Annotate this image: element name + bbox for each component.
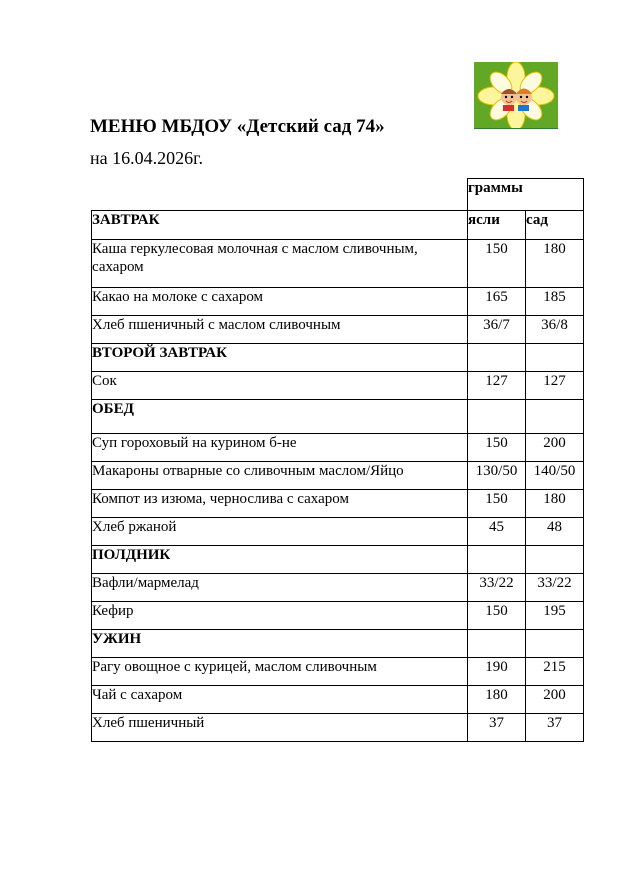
- dish-name: Хлеб пшеничный с маслом сливочным: [92, 316, 468, 344]
- dish-name: Рагу овощное с курицей, маслом сливочным: [92, 658, 468, 686]
- kindergarten-flower-logo-icon: [474, 62, 558, 128]
- dish-name: Макароны отварные со сливочным маслом/Яйцо: [92, 462, 468, 490]
- section-title: ВТОРОЙ ЗАВТРАК: [92, 344, 468, 372]
- table-row: [92, 434, 584, 462]
- table-row: [92, 602, 584, 630]
- dish-name: Суп гороховый на курином б-не: [92, 434, 468, 462]
- nursery-portion: 150: [468, 240, 526, 288]
- section-title: УЖИН: [92, 630, 468, 658]
- nursery-portion: 45: [468, 518, 526, 546]
- nursery-portion: 180: [468, 686, 526, 714]
- nursery-portion: 165: [468, 288, 526, 316]
- section-row: [92, 546, 584, 574]
- menu-table: [91, 178, 584, 742]
- nursery-portion: 150: [468, 490, 526, 518]
- table-row: [92, 574, 584, 602]
- nursery-portion: 190: [468, 658, 526, 686]
- nursery-portion: 150: [468, 602, 526, 630]
- table-row: [92, 714, 584, 742]
- empty-corner-cell: [92, 179, 468, 211]
- empty-cell: [468, 400, 526, 434]
- dish-name: Кефир: [92, 602, 468, 630]
- dish-name: Сок: [92, 372, 468, 400]
- column-header-nursery: ясли: [468, 211, 526, 240]
- nursery-portion: 127: [468, 372, 526, 400]
- table-header-row: [92, 211, 584, 240]
- table-row: [92, 316, 584, 344]
- dish-name: Компот из изюма, чернослива с сахаром: [92, 490, 468, 518]
- section-title: ОБЕД: [92, 400, 468, 434]
- section-title: ПОЛДНИК: [92, 546, 468, 574]
- table-row: [92, 372, 584, 400]
- table-row: [92, 658, 584, 686]
- kindergarten-portion: 185: [526, 288, 584, 316]
- nursery-portion: 150: [468, 434, 526, 462]
- empty-cell: [468, 344, 526, 372]
- table-header-row-grams: [92, 179, 584, 211]
- kindergarten-portion: 200: [526, 686, 584, 714]
- section-row: [92, 630, 584, 658]
- dish-name: Хлеб ржаной: [92, 518, 468, 546]
- kindergarten-portion: 36/8: [526, 316, 584, 344]
- dish-name: Чай с сахаром: [92, 686, 468, 714]
- section-header-breakfast: ЗАВТРАК: [92, 211, 468, 240]
- kindergarten-portion: 180: [526, 490, 584, 518]
- nursery-portion: 37: [468, 714, 526, 742]
- section-row: [92, 344, 584, 372]
- kindergarten-portion: 48: [526, 518, 584, 546]
- empty-cell: [526, 344, 584, 372]
- table-row: [92, 518, 584, 546]
- menu-date: на 16.04.2026г.: [90, 148, 203, 168]
- empty-cell: [468, 546, 526, 574]
- kindergarten-portion: 127: [526, 372, 584, 400]
- table-row: [92, 462, 584, 490]
- kindergarten-portion: 33/22: [526, 574, 584, 602]
- empty-cell: [468, 630, 526, 658]
- empty-cell: [526, 546, 584, 574]
- dish-name: Каша геркулесовая молочная с маслом сливочным, сахаром: [92, 240, 468, 288]
- kindergarten-portion: 180: [526, 240, 584, 288]
- kindergarten-portion: 215: [526, 658, 584, 686]
- table-row: [92, 490, 584, 518]
- section-row: [92, 400, 584, 434]
- nursery-portion: 130/50: [468, 462, 526, 490]
- empty-cell: [526, 630, 584, 658]
- logo-underline: [474, 128, 558, 129]
- empty-cell: [526, 400, 584, 434]
- dish-name: Вафли/мармелад: [92, 574, 468, 602]
- nursery-portion: 36/7: [468, 316, 526, 344]
- page-title: МЕНЮ МБДОУ «Детский сад 74»: [90, 116, 385, 137]
- column-header-kindergarten: сад: [526, 211, 584, 240]
- kindergarten-portion: 140/50: [526, 462, 584, 490]
- kindergarten-portion: 195: [526, 602, 584, 630]
- kindergarten-portion: 200: [526, 434, 584, 462]
- dish-name: Какао на молоке с сахаром: [92, 288, 468, 316]
- table-row: [92, 686, 584, 714]
- kindergarten-portion: 37: [526, 714, 584, 742]
- nursery-portion: 33/22: [468, 574, 526, 602]
- grams-header: граммы: [468, 179, 584, 211]
- table-row: [92, 288, 584, 316]
- table-row: [92, 240, 584, 288]
- dish-name: Хлеб пшеничный: [92, 714, 468, 742]
